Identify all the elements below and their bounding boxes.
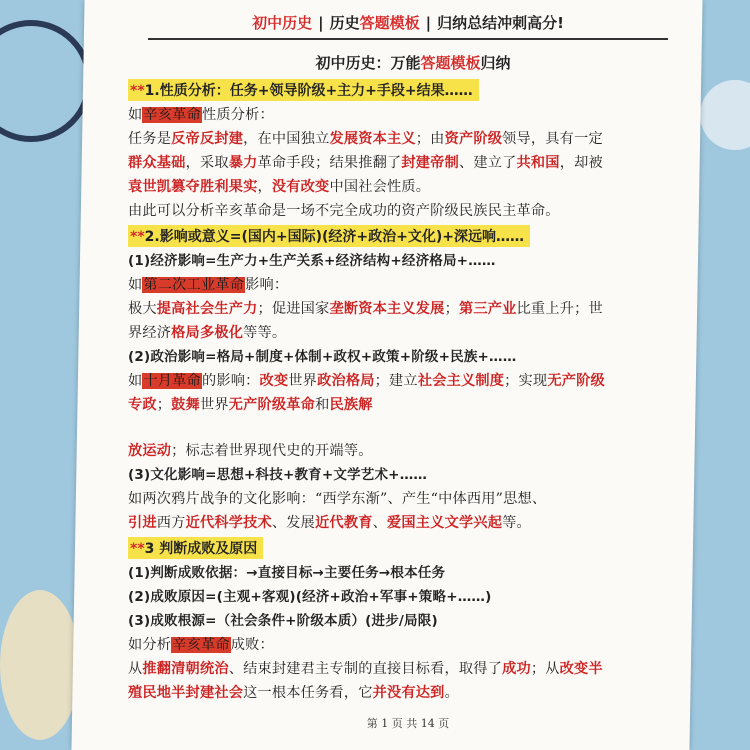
document-title xyxy=(158,52,668,73)
text: 等。 xyxy=(502,515,531,531)
text: 、发展 xyxy=(271,515,316,531)
key-term: 引进 xyxy=(128,515,157,531)
text: ，采取 xyxy=(185,155,229,171)
key-term: 改变半 xyxy=(559,661,603,677)
text-line xyxy=(128,273,668,297)
key-term: 殖民地半封建社会 xyxy=(128,685,244,701)
text: 和 xyxy=(315,397,330,413)
key-term: 爱国主义文学兴起 xyxy=(387,515,503,531)
text-line xyxy=(128,127,668,151)
key-term: 放运动 xyxy=(128,443,172,459)
text: 极大 xyxy=(128,301,157,317)
key-term: 资产阶级 xyxy=(444,131,503,147)
title-part: 初中历史：万能 xyxy=(315,54,421,72)
text-line: 如两次鸦片战争的文化影响：“西学东渐”、产生“中体西用”思想、 xyxy=(128,491,547,507)
text: 领导，具有一定 xyxy=(502,131,603,147)
text: ；标志着世界现代史的开端等。 xyxy=(171,443,373,459)
key-term: 无产阶级 xyxy=(547,373,605,389)
highlight-text: 第二次工业革命 xyxy=(143,277,245,293)
background-ring-decoration xyxy=(0,20,92,142)
key-term: 提高社会生产力 xyxy=(156,301,258,317)
text-line xyxy=(128,297,668,321)
section-heading-text: 3 判断成败及原因 xyxy=(144,541,258,557)
key-term: 近代教育 xyxy=(315,515,373,531)
key-term: 并没有达到 xyxy=(372,685,445,701)
header-part-1: 初中历史 xyxy=(252,14,313,32)
text: ；从 xyxy=(530,661,560,677)
text: 等等。 xyxy=(243,325,287,341)
document-content xyxy=(128,6,668,731)
text-line xyxy=(128,175,668,199)
key-term: 鼓舞 xyxy=(171,397,200,413)
text: 如分析 xyxy=(128,637,172,653)
text: ；由 xyxy=(415,131,445,147)
key-term: 反帝反封建 xyxy=(171,131,244,147)
header-part-2b: 答题模板 xyxy=(359,14,420,32)
key-term: 改变 xyxy=(259,373,289,389)
text: 比重上升；世 xyxy=(516,301,603,317)
text-line xyxy=(128,439,668,463)
key-term: 社会主义制度 xyxy=(417,373,505,389)
section-heading-text: 2.影响或意义=(国内+国际)(经济+政治+文化)+深远响…… xyxy=(144,229,524,245)
header-part-3: 归纳总结冲刺高分! xyxy=(437,14,564,32)
highlight-text: 辛亥革命 xyxy=(172,637,230,653)
section-heading-1 xyxy=(128,79,479,101)
text: 成败： xyxy=(230,637,274,653)
text: ； xyxy=(444,301,459,317)
top-header xyxy=(148,6,668,40)
section-heading-2 xyxy=(128,225,530,247)
text-line xyxy=(128,103,668,127)
text-line xyxy=(128,151,668,175)
header-separator: | xyxy=(425,13,432,32)
text: 革命手段；结果推翻了 xyxy=(257,155,402,171)
header-separator: | xyxy=(318,13,324,32)
text: 如 xyxy=(128,107,143,123)
key-term: 袁世凯篡夺胜利果实 xyxy=(128,179,258,195)
text: ；实现 xyxy=(504,373,548,389)
text: 中国社会性质。 xyxy=(329,179,431,195)
text: 界经济 xyxy=(128,325,172,341)
text-line: (3)文化影响=思想+科技+教育+文学艺术+…… xyxy=(128,467,428,483)
text-line xyxy=(128,681,668,705)
key-term: 推翻清朝统治 xyxy=(142,661,229,677)
background-shape-decoration xyxy=(0,590,80,740)
text: 、建立了 xyxy=(458,155,517,171)
text: ； xyxy=(156,397,172,413)
text: 西方 xyxy=(156,515,186,531)
text: 。 xyxy=(444,685,459,701)
highlight-text: 十月革命 xyxy=(143,373,201,389)
text: 、 xyxy=(372,515,388,531)
key-term: 群众基础 xyxy=(128,155,186,171)
text-line: (1)判断成败依据：→直接目标→主要任务→根本任务 xyxy=(128,565,446,581)
text: 的影响： xyxy=(201,373,260,389)
text-line xyxy=(128,657,668,681)
section-heading-3 xyxy=(128,537,263,559)
key-term: 专政 xyxy=(128,397,157,413)
highlight-text: 辛亥革命 xyxy=(143,107,201,123)
key-term: 封建帝制 xyxy=(401,155,459,171)
key-term: 共和国 xyxy=(516,155,560,171)
text-line xyxy=(128,321,668,345)
title-part: 归纳 xyxy=(480,54,511,72)
title-part-red: 答题模板 xyxy=(420,54,481,72)
section-heading-text: 1.性质分析：任务+领导阶级+主力+手段+结果…… xyxy=(144,83,473,99)
text-line xyxy=(128,369,668,393)
page-footer: 第 1 页 共 14 页 xyxy=(366,717,450,730)
text-line: (2)成败原因=(主观+客观)(经济+政治+军事+策略+……) xyxy=(128,589,492,605)
text: 任务是 xyxy=(128,131,172,147)
text: 世界 xyxy=(288,373,318,389)
text: ，在中国独立 xyxy=(243,131,330,147)
stars-mark: ** xyxy=(130,229,145,245)
text: 性质分析： xyxy=(201,107,274,123)
background-circle-decoration xyxy=(700,80,750,150)
text-line xyxy=(128,511,668,535)
text: ，却被 xyxy=(559,155,603,171)
text: 这一根本任务看，它 xyxy=(243,685,373,701)
key-term: 垄断资本主义发展 xyxy=(329,301,445,317)
text-line xyxy=(128,393,668,417)
header-part-2a: 历史 xyxy=(329,14,360,32)
text-line xyxy=(128,633,668,657)
text-line: 由此可以分析辛亥革命是一场不完全成功的资产阶级民族民主革命。 xyxy=(128,203,560,219)
text: ， xyxy=(257,179,272,195)
key-term: 无产阶级革命 xyxy=(228,397,316,413)
text: 如 xyxy=(128,373,143,389)
key-term: 政治格局 xyxy=(317,373,375,389)
stars-mark: ** xyxy=(130,541,145,557)
text: ；促进国家 xyxy=(257,301,330,317)
text-line: (3)成败根源=（社会条件+阶级本质）(进步/局限) xyxy=(128,613,438,629)
key-term: 发展资本主义 xyxy=(329,131,416,147)
text-line: (2)政治影响=格局+制度+体制+政权+政策+阶级+民族+…… xyxy=(128,349,517,365)
text: 影响： xyxy=(245,277,289,293)
text: ；建立 xyxy=(374,373,418,389)
stars-mark: ** xyxy=(130,83,145,99)
blank-gap xyxy=(128,417,668,439)
key-term: 近代科学技术 xyxy=(185,515,272,531)
key-term: 格局多极化 xyxy=(171,325,244,341)
key-term: 没有改变 xyxy=(271,179,330,195)
key-term: 第三产业 xyxy=(458,301,517,317)
text: 世界 xyxy=(199,397,229,413)
text: 、结束封建君主专制的直接目标看，取得了 xyxy=(228,661,503,677)
text-line: (1)经济影响=生产力+生产关系+经济结构+经济格局+…… xyxy=(128,253,496,269)
text: 从 xyxy=(128,661,143,677)
key-term: 暴力 xyxy=(228,155,258,171)
text: 如 xyxy=(128,277,143,293)
key-term: 民族解 xyxy=(329,397,373,413)
key-term: 成功 xyxy=(502,661,531,677)
